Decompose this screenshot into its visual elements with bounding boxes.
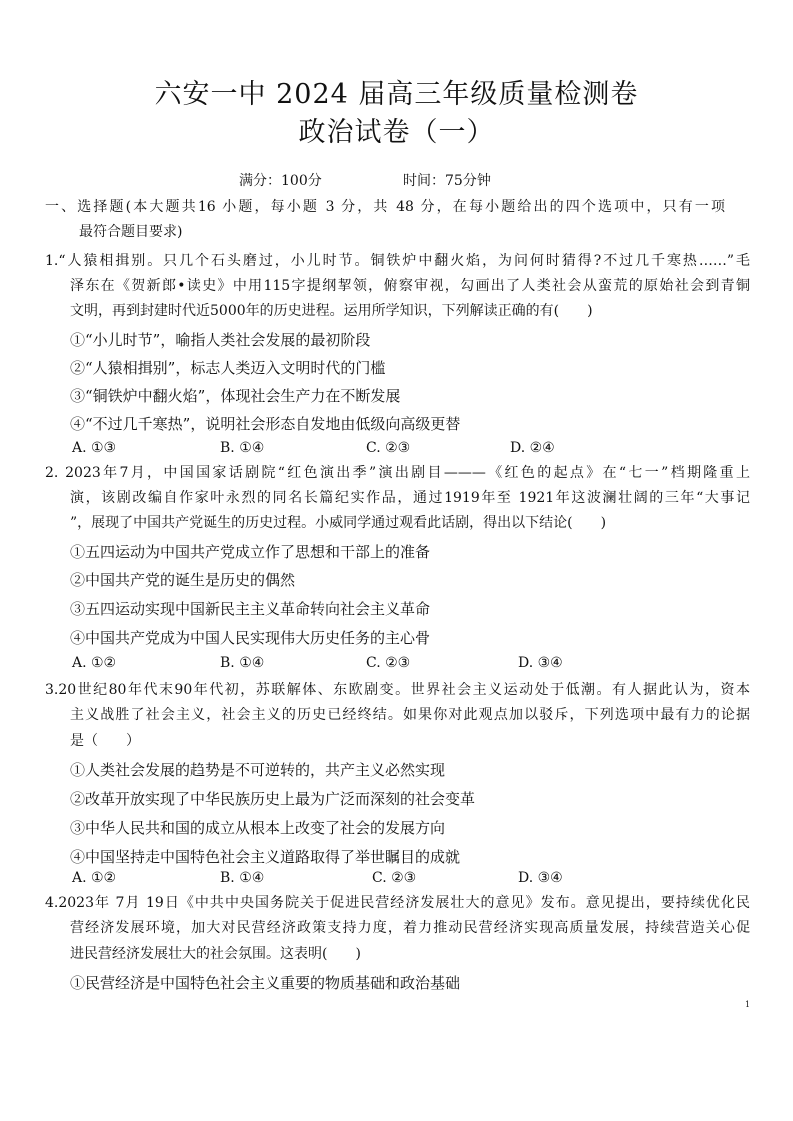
- exam-subtitle: 政治试卷（一）: [298, 117, 495, 148]
- q1-stem-line1: 1.“人猿相揖别。只几个石头磨过，小儿时节。铜铁炉中翻火焰，为问何时猜得?不过几千寒热……”毛: [45, 253, 750, 269]
- q3-stem-line3: 是（ ）: [70, 733, 140, 749]
- q2-stem-line2: 演，该剧改编自作家叶永烈的同名长篇纪实作品，通过1919年至 1921年这波澜壮阔的三年“大事记: [70, 490, 750, 506]
- q1-choice-d[interactable]: D. ②④: [510, 440, 555, 456]
- q2-stem-line3: ”，展现了中国共产党诞生的历史过程。小威同学通过观看此话剧，得出以下结论( ): [70, 515, 607, 531]
- q4-stem-line2: 营经济发展环境，加大对民营经济政策支持力度，着力推动民营经济实现高质量发展，持续营造关心促: [70, 920, 750, 936]
- q3-stem-line2: 主义战胜了社会主义，社会主义的历史已经终结。如果你对此观点加以驳斥，下列选项中最有力的论据: [70, 707, 750, 723]
- q1-statement-2: ②“人猿相揖别”，标志人类迈入文明时代的门槛: [70, 359, 386, 377]
- q1-stem-line2: 泽东在《贺新郎•读史》中用115字提纲挈领，俯察审视，勾画出了人类社会从蛮荒的原始社会到青铜: [70, 278, 750, 294]
- q4-statement-1: ①民营经济是中国特色社会主义重要的物质基础和政治基础: [70, 974, 461, 992]
- q2-choice-c[interactable]: C. ②③: [366, 655, 411, 671]
- q1-choice-b[interactable]: B. ①④: [220, 440, 265, 456]
- q2-statement-4: ④中国共产党成为中国人民实现伟大历史任务的主心骨: [70, 629, 431, 647]
- q2-stem-line1: 2. 2023年7月，中国国家话剧院“红色演出季”演出剧目———《红色的起点》在“七一”档期隆重上: [45, 465, 750, 481]
- q3-statement-1: ①人类社会发展的趋势是不可逆转的，共产主义必然实现: [70, 761, 446, 779]
- q3-choice-c[interactable]: C. ②③: [372, 870, 417, 886]
- q2-statement-3: ③五四运动实现中国新民主主义革命转向社会主义革命: [70, 600, 431, 618]
- q3-choice-a[interactable]: A. ①②: [72, 870, 117, 886]
- q2-choice-a[interactable]: A. ①②: [72, 655, 117, 671]
- q3-statement-4: ④中国坚持走中国特色社会主义道路取得了举世瞩目的成就: [70, 848, 461, 866]
- q1-statement-3: ③“铜铁炉中翻火焰”，体现社会生产力在不断发展: [70, 387, 401, 405]
- q3-statement-3: ③中华人民共和国的成立从根本上改变了社会的发展方向: [70, 819, 446, 837]
- q3-choice-d[interactable]: D. ③④: [518, 870, 563, 886]
- q1-statement-4: ④“不过几千寒热”，说明社会形态自发地由低级向高级更替: [70, 415, 461, 433]
- q4-stem-line1: 4.2023年 7月 19日《中共中央国务院关于促进民营经济发展壮大的意见》发布。意见提出，要持续优化民: [45, 895, 750, 911]
- q2-choice-d[interactable]: D. ③④: [518, 655, 563, 671]
- exam-title: 六安一中 2024 届高三年级质量检测卷: [154, 79, 639, 110]
- page-number: 1: [745, 1000, 751, 1009]
- q2-statement-1: ①五四运动为中国共产党成立作了思想和干部上的准备: [70, 543, 431, 561]
- q2-statement-2: ②中国共产党的诞生是历史的偶然: [70, 571, 296, 589]
- q3-stem-line1: 3.20世纪80年代末90年代初，苏联解体、东欧剧变。世界社会主义运动处于低潮。有人据此认为，资本: [45, 682, 750, 698]
- q1-stem-line3: 文明，再到封建时代近5000年的历史进程。运用所学知识，下列解读正确的有( ): [70, 303, 593, 319]
- q1-statement-1: ①“小儿时节”，喻指人类社会发展的最初阶段: [70, 331, 371, 349]
- q3-choice-b[interactable]: B. ①④: [220, 870, 265, 886]
- q2-choice-b[interactable]: B. ①④: [220, 655, 265, 671]
- q3-statement-2: ②改革开放实现了中华民族历史上最为广泛而深刻的社会变革: [70, 790, 476, 808]
- q4-stem-line3: 进民营经济发展壮大的社会氛围。这表明( ): [70, 946, 361, 962]
- section-heading-cont: 最符合题目要求): [79, 224, 183, 240]
- section-heading: 一、选择题(本大题共16 小题，每小题 3 分，共 48 分，在每小题给出的四个选项中，只有一项: [45, 199, 725, 215]
- exam-time: 时间：75分钟: [403, 173, 491, 189]
- q1-choice-c[interactable]: C. ②③: [366, 440, 411, 456]
- full-score: 满分：100分: [239, 173, 322, 189]
- q1-choice-a[interactable]: A. ①③: [72, 440, 117, 456]
